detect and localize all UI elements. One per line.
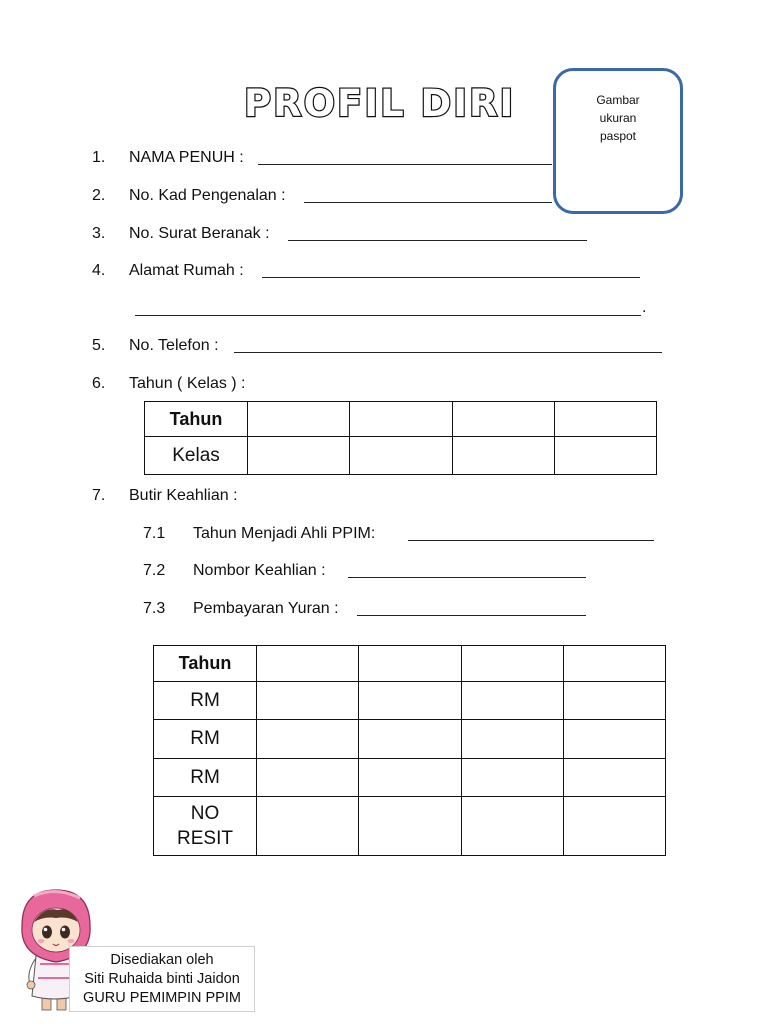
table-cell[interactable] — [248, 402, 350, 437]
year-header-cell: Tahun — [145, 402, 248, 437]
passport-photo-box — [553, 68, 683, 214]
field-label: Alamat Rumah : — [129, 262, 244, 279]
table-cell[interactable] — [452, 437, 554, 475]
table-cell[interactable] — [257, 682, 359, 720]
field-number: 7.3 — [143, 600, 166, 617]
prepared-by-box — [69, 946, 255, 1012]
credit-line-3: GURU PEMIMPIN PPIM — [83, 990, 241, 1006]
birth-certificate-line[interactable] — [288, 240, 587, 241]
table-cell[interactable] — [359, 720, 461, 759]
field-number: 3. — [92, 225, 106, 242]
table-cell[interactable] — [257, 646, 359, 682]
rm-row-label: RM — [154, 720, 257, 759]
table-cell[interactable] — [554, 402, 656, 437]
field-number: 7.2 — [143, 562, 166, 579]
table-cell[interactable] — [563, 646, 665, 682]
rm-row-label: RM — [154, 682, 257, 720]
table-cell[interactable] — [563, 682, 665, 720]
field-number: 7.1 — [143, 525, 166, 542]
field-label: NAMA PENUH : — [129, 149, 244, 166]
table-cell[interactable] — [554, 437, 656, 475]
address-period: . — [642, 299, 647, 316]
field-label: No. Telefon : — [129, 337, 219, 354]
membership-number-line[interactable] — [348, 577, 586, 578]
field-number: 5. — [92, 337, 106, 354]
credit-line-2: Siti Ruhaida binti Jaidon — [84, 971, 240, 987]
table-cell[interactable] — [452, 402, 554, 437]
field-label: No. Kad Pengenalan : — [129, 187, 286, 204]
field-label: Pembayaran Yuran : — [193, 600, 339, 617]
table-cell[interactable] — [563, 797, 665, 856]
table-cell[interactable] — [257, 759, 359, 797]
table-cell[interactable] — [359, 759, 461, 797]
receipt-row-label — [154, 797, 257, 856]
home-address-line-2[interactable] — [135, 315, 641, 316]
table-cell[interactable] — [563, 759, 665, 797]
full-name-line[interactable] — [258, 164, 552, 165]
year-class-table — [144, 401, 657, 475]
table-cell[interactable] — [350, 437, 452, 475]
page-title: PROFIL DIRI — [244, 82, 516, 125]
table-cell[interactable] — [350, 402, 452, 437]
phone-line[interactable] — [234, 352, 662, 353]
receipt-label-line-2: RESIT — [177, 828, 233, 849]
field-number: 7. — [92, 487, 106, 504]
table-cell[interactable] — [359, 646, 461, 682]
field-number: 6. — [92, 375, 106, 392]
table-cell[interactable] — [257, 720, 359, 759]
table-cell[interactable] — [461, 797, 563, 856]
field-number: 2. — [92, 187, 106, 204]
field-label: Tahun ( Kelas ) : — [129, 375, 246, 392]
ic-number-line[interactable] — [304, 202, 552, 203]
photo-box-line-3: paspot — [599, 129, 637, 143]
table-cell[interactable] — [461, 759, 563, 797]
table-cell[interactable] — [359, 682, 461, 720]
fee-payment-table — [153, 645, 666, 856]
photo-box-line-1: Gambar — [596, 93, 640, 107]
table-cell[interactable] — [461, 682, 563, 720]
field-label: Butir Keahlian : — [129, 487, 238, 504]
field-label: Tahun Menjadi Ahli PPIM: — [193, 525, 376, 542]
rm-row-label: RM — [154, 759, 257, 797]
field-label: No. Surat Beranak : — [129, 225, 270, 242]
table-cell[interactable] — [461, 720, 563, 759]
field-number: 1. — [92, 149, 106, 166]
field-label: Nombor Keahlian : — [193, 562, 326, 579]
table-cell[interactable] — [563, 720, 665, 759]
home-address-line-1[interactable] — [262, 277, 640, 278]
photo-box-line-2: ukuran — [599, 111, 637, 125]
table-cell[interactable] — [257, 797, 359, 856]
table-cell[interactable] — [248, 437, 350, 475]
field-number: 4. — [92, 262, 106, 279]
membership-year-line[interactable] — [408, 540, 654, 541]
table-cell[interactable] — [461, 646, 563, 682]
credit-line-1: Disediakan oleh — [110, 952, 214, 968]
table-cell[interactable] — [359, 797, 461, 856]
receipt-label-line-1: NO — [190, 803, 220, 824]
class-header-cell: Kelas — [145, 437, 248, 475]
year-header-cell: Tahun — [154, 646, 257, 682]
fee-payment-line[interactable] — [357, 615, 586, 616]
